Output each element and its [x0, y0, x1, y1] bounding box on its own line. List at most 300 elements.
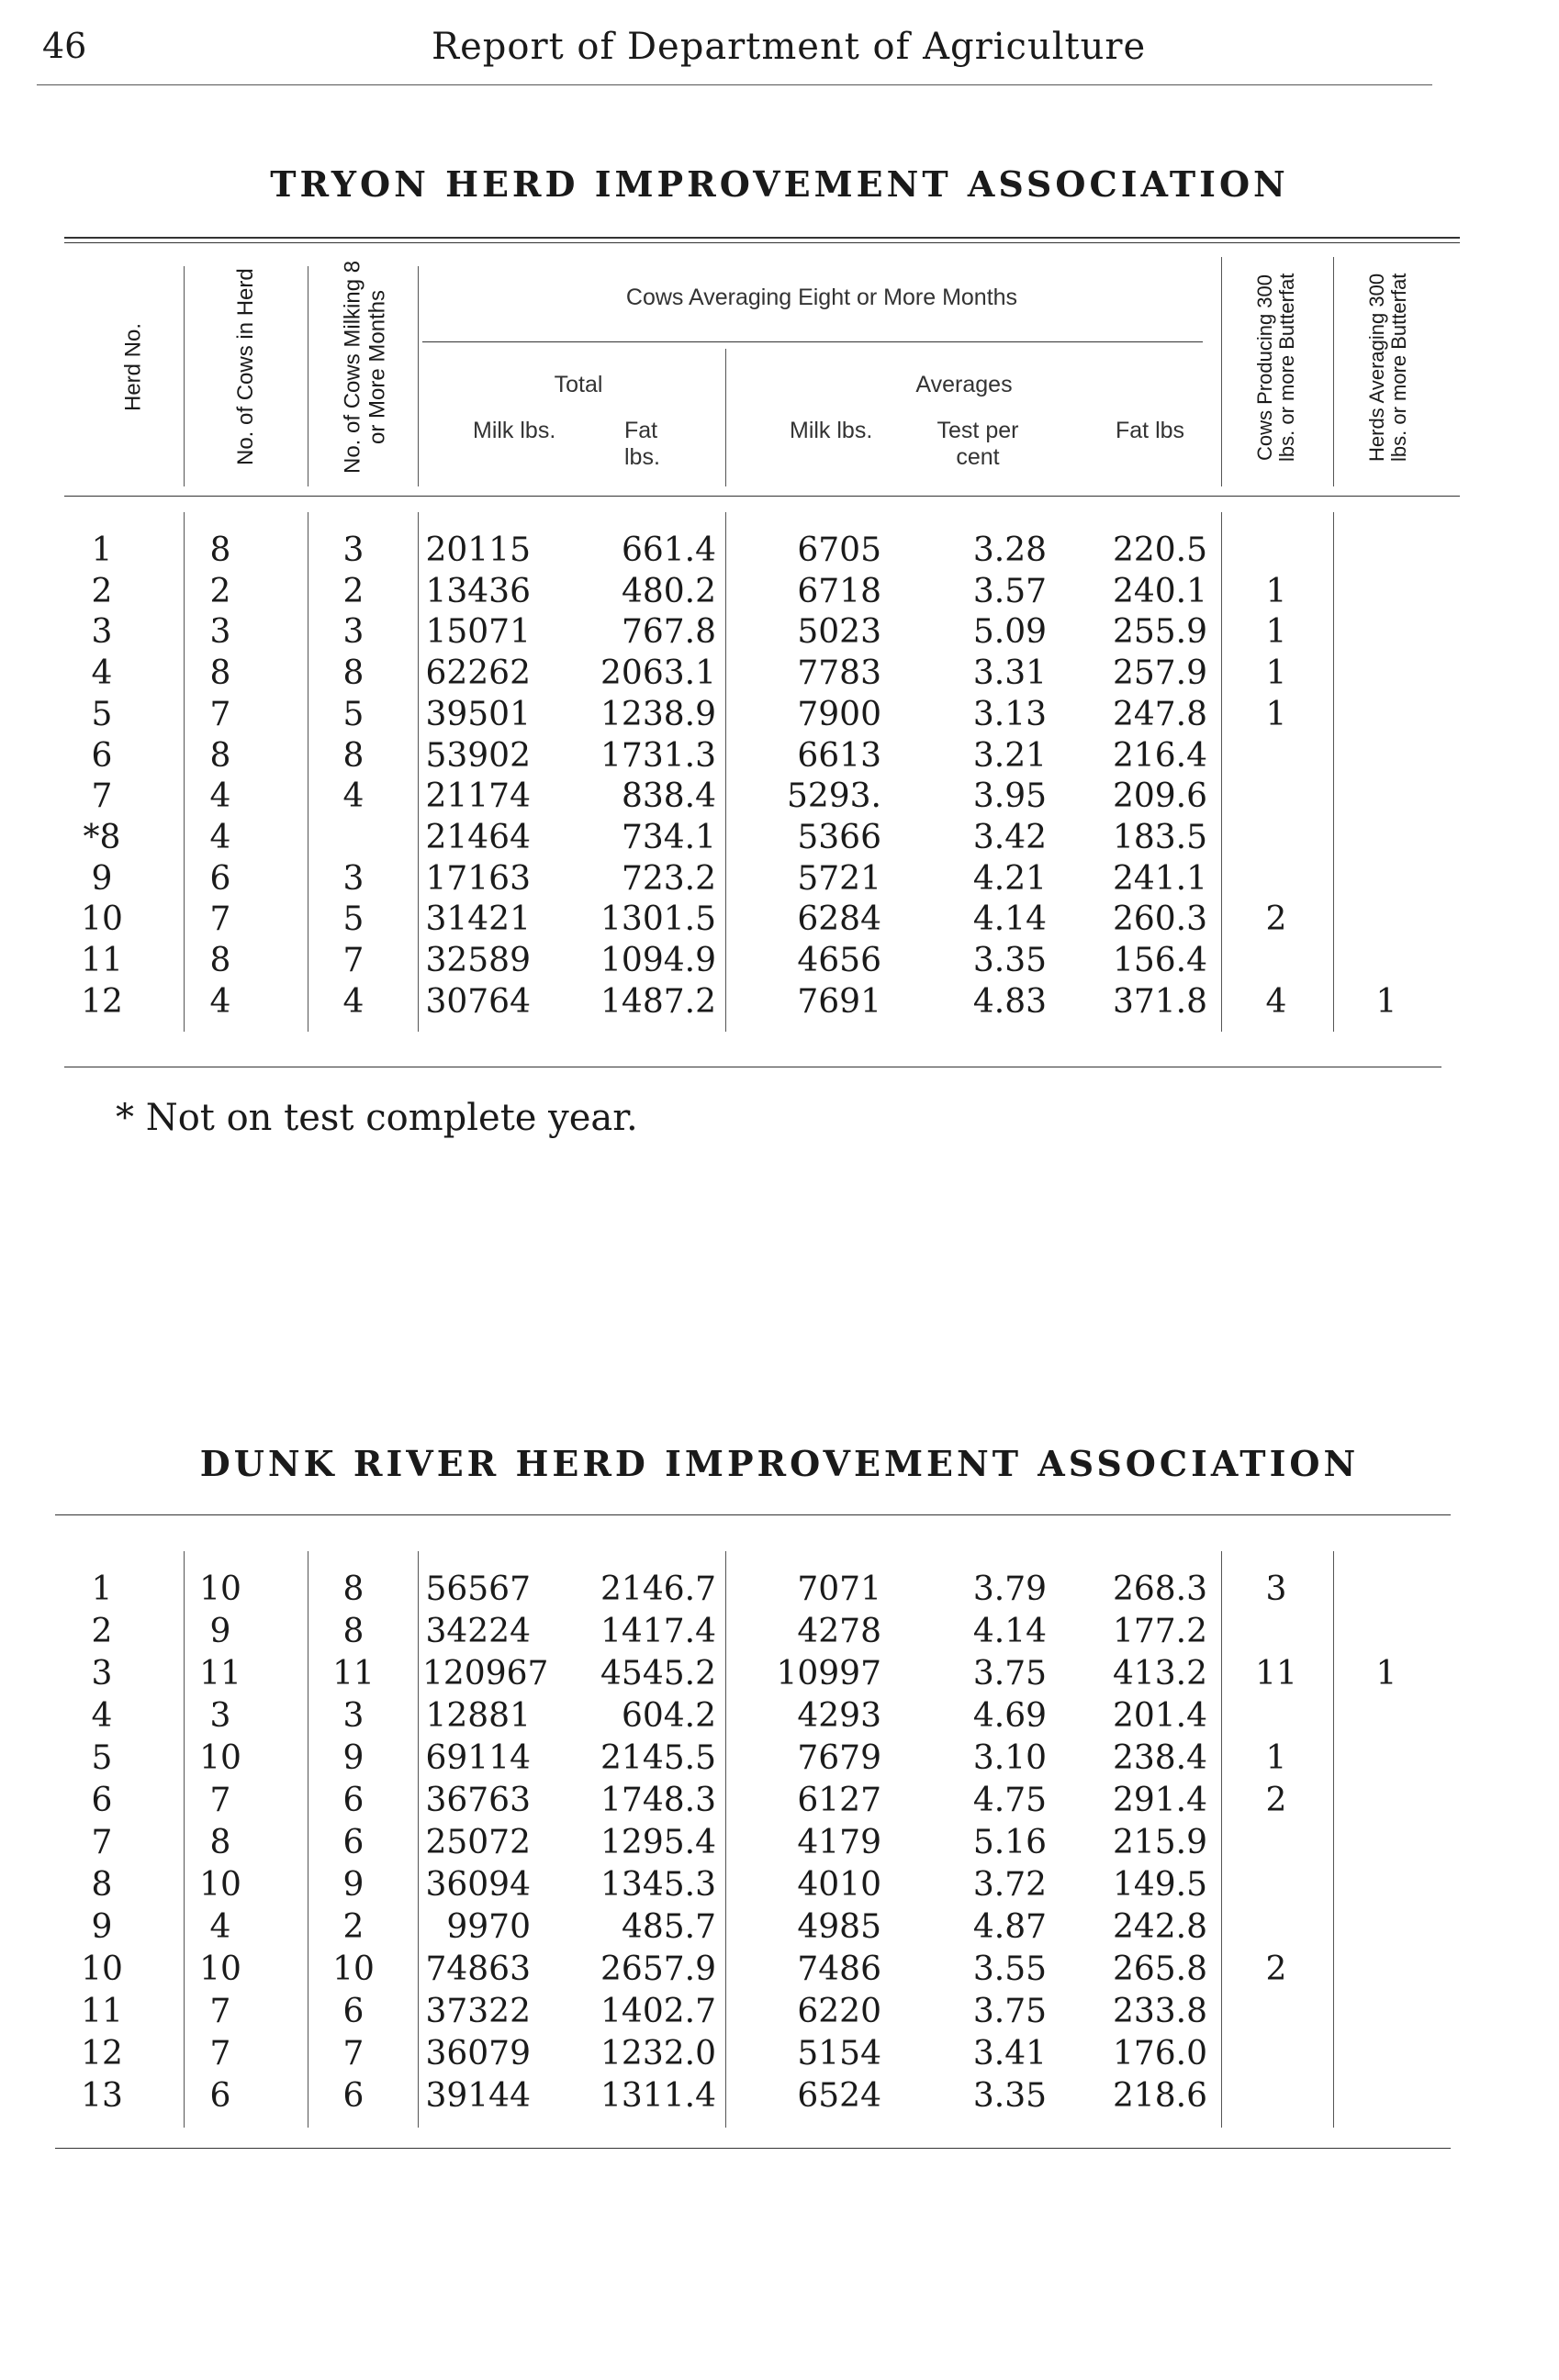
col-header-avg-fat: Fat lbs [1116, 418, 1185, 443]
running-title: Report of Department of Agriculture [432, 26, 1147, 68]
cows-producing-cell [1230, 736, 1322, 777]
cows-in-herd-cell: 8 [209, 654, 231, 693]
total-fat-cell: 1345.3 [600, 1866, 716, 1904]
table-row [0, 1907, 1559, 1948]
table-body-dunk-river [0, 1570, 1559, 2120]
herd-no-cell: 8 [91, 1866, 113, 1904]
total-fat-cell: 661.4 [621, 531, 716, 569]
avg-fat-cell: 177.2 [1112, 1613, 1207, 1650]
avg-milk-cell: 4179 [797, 1824, 881, 1861]
total-milk-cell: 69114 [425, 1739, 531, 1777]
cows-in-herd-cell: 3 [209, 1697, 231, 1735]
total-fat-cell: 2657.9 [600, 1950, 716, 1988]
table-row [0, 1781, 1559, 1821]
avg-test-cell: 3.95 [972, 777, 1047, 816]
cows-producing-cell: 2 [1265, 1782, 1287, 1819]
cows-producing-cell: 1 [1265, 613, 1287, 652]
table-row [0, 1654, 1559, 1694]
herd-no-cell: 6 [91, 1782, 113, 1819]
cows-milking-cell: 9 [342, 1739, 365, 1777]
cows-in-herd-cell: 4 [209, 982, 231, 1021]
total-fat-cell: 485.7 [621, 1908, 716, 1946]
table-top-rule [55, 1514, 1451, 1515]
cows-milking-cell: 6 [342, 1993, 365, 2030]
avg-milk-cell: 5293. [786, 777, 881, 816]
avg-test-cell: 3.57 [972, 572, 1047, 610]
header-divider [418, 266, 419, 486]
cows-milking-cell: 6 [342, 1824, 365, 1861]
total-milk-cell: 36763 [425, 1782, 531, 1819]
herd-no-cell: 12 [81, 2035, 123, 2073]
cows-producing-cell [1230, 777, 1322, 817]
avg-fat-cell: 242.8 [1112, 1908, 1207, 1946]
avg-fat-cell: 183.5 [1112, 818, 1207, 856]
cows-milking-cell: 3 [342, 613, 365, 652]
total-milk-cell: 21174 [425, 777, 531, 816]
table-row [0, 899, 1559, 940]
cows-milking-cell: 8 [342, 654, 365, 693]
total-fat-cell: 1748.3 [600, 1782, 716, 1819]
total-fat-cell: 1094.9 [600, 942, 716, 979]
avg-fat-cell: 149.5 [1112, 1866, 1207, 1904]
total-milk-cell: 120967 [422, 1655, 549, 1693]
cows-milking-cell: 4 [342, 982, 365, 1021]
avg-fat-cell: 291.4 [1112, 1782, 1207, 1819]
avg-test-cell: 4.14 [972, 900, 1047, 939]
avg-test-cell: 4.87 [972, 1908, 1047, 1946]
herds-averaging-cell [1336, 612, 1437, 653]
total-fat-cell: 1232.0 [600, 2035, 716, 2073]
herds-averaging-cell [1336, 941, 1437, 981]
herds-averaging-cell [1336, 736, 1437, 777]
table-title-tryon: TRYON HERD IMPROVEMENT ASSOCIATION [270, 163, 1289, 205]
herds-averaging-cell [1336, 1907, 1437, 1948]
herds-averaging-cell [1336, 2076, 1437, 2117]
total-fat-cell: 1402.7 [600, 1993, 716, 2030]
table-row [0, 818, 1559, 858]
cows-milking-cell: 3 [342, 859, 365, 898]
total-milk-cell: 15071 [425, 613, 531, 652]
column-divider [418, 512, 419, 1032]
herds-averaging-cell [1336, 2034, 1437, 2074]
herds-averaging-cell [1336, 1781, 1437, 1821]
cows-milking-cell: 8 [342, 736, 365, 775]
avg-fat-cell: 201.4 [1112, 1697, 1207, 1735]
avg-fat-cell: 241.1 [1112, 859, 1207, 898]
table-row [0, 1612, 1559, 1652]
group-divider [422, 341, 1203, 342]
header-top-rule [64, 237, 1460, 239]
avg-milk-cell: 5154 [797, 2035, 881, 2073]
cows-in-herd-cell: 4 [209, 1908, 231, 1946]
total-milk-cell: 21464 [425, 818, 531, 856]
herd-no-cell: 11 [81, 942, 123, 979]
avg-fat-cell: 220.5 [1112, 531, 1207, 569]
cows-in-herd-cell: 10 [199, 1950, 241, 1988]
avg-milk-cell: 7071 [797, 1570, 881, 1608]
avg-fat-cell: 216.4 [1112, 736, 1207, 775]
cows-milking-cell: 6 [342, 1782, 365, 1819]
cows-milking-cell: 3 [342, 1697, 365, 1735]
herd-no-cell: 11 [81, 1993, 123, 2030]
cows-in-herd-cell: 7 [209, 1782, 231, 1819]
total-fat-cell: 838.4 [621, 777, 716, 816]
avg-milk-cell: 4278 [797, 1613, 881, 1650]
header-top-rule-thin [64, 242, 1460, 243]
cows-in-herd-cell: 8 [209, 736, 231, 775]
cows-producing-cell [1230, 1696, 1322, 1737]
cows-in-herd-cell: 11 [199, 1655, 241, 1693]
col-header-total-milk: Milk lbs. [473, 418, 556, 443]
avg-milk-cell: 7783 [797, 654, 881, 693]
herd-no-cell: 7 [91, 777, 113, 816]
table-row [0, 572, 1559, 612]
cows-milking-cell: 3 [342, 531, 365, 569]
total-milk-cell: 36094 [425, 1866, 531, 1904]
herds-averaging-cell [1336, 859, 1437, 899]
herds-averaging-cell [1336, 654, 1437, 694]
total-milk-cell: 74863 [425, 1950, 531, 1988]
table-body-tryon [0, 531, 1559, 1026]
col-header-cows-producing: Cows Producing 300 lbs. or more Butterfat [1253, 273, 1298, 462]
cows-milking-cell: 9 [342, 1866, 365, 1904]
header-divider [1333, 257, 1334, 486]
herd-no-cell: 10 [81, 900, 123, 939]
cows-producing-cell: 4 [1265, 982, 1287, 1021]
total-milk-cell: 36079 [425, 2035, 531, 2073]
cows-milking-cell: 6 [342, 2077, 365, 2115]
avg-milk-cell: 5023 [797, 613, 881, 652]
total-milk-cell: 25072 [425, 1824, 531, 1861]
table-row [0, 1992, 1559, 2032]
table-row [0, 1823, 1559, 1863]
cows-producing-cell [1230, 1992, 1322, 2032]
cows-in-herd-cell: 9 [209, 1613, 231, 1650]
col-header-herds-averaging: Herds Averaging 300 lbs. or more Butterfat [1365, 273, 1410, 462]
avg-fat-cell: 255.9 [1112, 613, 1207, 652]
cows-in-herd-cell: 3 [209, 613, 231, 652]
avg-fat-cell: 238.4 [1112, 1739, 1207, 1777]
herd-no-cell: 9 [91, 1908, 113, 1946]
avg-fat-cell: 176.0 [1112, 2035, 1207, 2073]
col-header-avg-milk: Milk lbs. [790, 418, 873, 443]
col-header-total-group: Total [554, 372, 603, 397]
avg-test-cell: 3.55 [972, 1950, 1047, 1988]
total-fat-cell: 1311.4 [600, 2077, 716, 2115]
cows-in-herd-cell: 10 [199, 1570, 241, 1608]
cows-in-herd-cell: 2 [209, 572, 231, 610]
herd-no-cell: 3 [91, 1655, 113, 1693]
col-header-cows-in-herd: No. of Cows in Herd [233, 268, 258, 466]
avg-test-cell: 4.83 [972, 982, 1047, 1021]
avg-milk-cell: 4010 [797, 1866, 881, 1904]
total-milk-cell: 12881 [425, 1697, 531, 1735]
avg-fat-cell: 257.9 [1112, 654, 1207, 693]
column-divider [1221, 1551, 1222, 2128]
cows-producing-cell [1230, 1907, 1322, 1948]
column-divider [725, 1551, 726, 2128]
total-fat-cell: 1238.9 [600, 695, 716, 733]
herd-no-cell: 5 [91, 1739, 113, 1777]
cows-milking-cell: 8 [342, 1570, 365, 1608]
total-fat-cell: 767.8 [621, 613, 716, 652]
page-header [37, 26, 1432, 81]
avg-milk-cell: 6127 [797, 1782, 881, 1819]
herds-averaging-cell [1336, 1865, 1437, 1905]
total-milk-cell: 20115 [425, 531, 531, 569]
avg-fat-cell: 215.9 [1112, 1824, 1207, 1861]
table-row [0, 777, 1559, 817]
cows-producing-cell: 2 [1265, 1950, 1287, 1988]
total-milk-cell: 56567 [425, 1570, 531, 1608]
total-fat-cell: 2146.7 [600, 1570, 716, 1608]
column-divider [1333, 512, 1334, 1032]
total-fat-cell: 2145.5 [600, 1739, 716, 1777]
avg-fat-cell: 240.1 [1112, 572, 1207, 610]
cows-milking-cell: 11 [332, 1655, 375, 1693]
herd-no-cell: 1 [91, 531, 113, 569]
cows-in-herd-cell: 8 [209, 942, 231, 979]
total-fat-cell: 1487.2 [600, 982, 716, 1021]
cows-producing-cell: 3 [1265, 1570, 1287, 1608]
cows-producing-cell [1230, 1865, 1322, 1905]
avg-fat-cell: 233.8 [1112, 1993, 1207, 2030]
total-milk-cell: 9970 [446, 1908, 531, 1946]
avg-milk-cell: 5366 [797, 818, 881, 856]
herd-no-cell: *8 [83, 818, 121, 856]
total-milk-cell: 39501 [425, 695, 531, 733]
header-divider [184, 266, 185, 486]
total-milk-cell: 17163 [425, 859, 531, 898]
avg-milk-cell: 4293 [797, 1697, 881, 1735]
avg-test-cell: 3.42 [972, 818, 1047, 856]
avg-test-cell: 3.21 [972, 736, 1047, 775]
herds-averaging-cell [1336, 818, 1437, 858]
avg-milk-cell: 7679 [797, 1739, 881, 1777]
avg-milk-cell: 6613 [797, 736, 881, 775]
cows-producing-cell: 1 [1265, 1739, 1287, 1777]
col-header-total-fat: Fat lbs. [624, 418, 660, 470]
total-fat-cell: 1417.4 [600, 1613, 716, 1650]
herd-no-cell: 5 [91, 695, 113, 733]
table-row [0, 941, 1559, 981]
total-milk-cell: 62262 [425, 654, 531, 693]
col-header-group-title: Cows Averaging Eight or More Months [625, 285, 1018, 310]
col-header-avg-test: Test per cent [937, 418, 1019, 470]
column-divider [1221, 512, 1222, 1032]
total-milk-cell: 30764 [425, 982, 531, 1021]
avg-fat-cell: 156.4 [1112, 942, 1207, 979]
avg-test-cell: 3.35 [972, 2077, 1047, 2115]
herd-no-cell: 6 [91, 736, 113, 775]
cows-producing-cell [1230, 531, 1322, 571]
total-milk-cell: 39144 [425, 2077, 531, 2115]
avg-test-cell: 3.13 [972, 695, 1047, 733]
table-row [0, 1696, 1559, 1737]
table-bottom-rule [55, 2148, 1451, 2149]
avg-test-cell: 3.79 [972, 1570, 1047, 1608]
column-divider [184, 512, 185, 1032]
cows-milking-cell: 2 [342, 572, 365, 610]
header-divider [1221, 257, 1222, 486]
cows-producing-cell [1230, 1823, 1322, 1863]
herd-no-cell: 12 [81, 982, 123, 1021]
herds-averaging-cell [1336, 572, 1437, 612]
cows-producing-cell: 1 [1265, 654, 1287, 693]
avg-test-cell: 3.28 [972, 531, 1047, 569]
avg-test-cell: 3.10 [972, 1739, 1047, 1777]
header-rule [37, 84, 1432, 85]
cows-milking-cell: 2 [342, 1908, 365, 1946]
cows-in-herd-cell: 7 [209, 1993, 231, 2030]
cows-in-herd-cell: 10 [199, 1866, 241, 1904]
table-row [0, 1738, 1559, 1779]
total-fat-cell: 1301.5 [600, 900, 716, 939]
total-fat-cell: 723.2 [621, 859, 716, 898]
cows-producing-cell: 2 [1265, 900, 1287, 939]
avg-milk-cell: 6718 [797, 572, 881, 610]
herds-averaging-cell [1336, 777, 1437, 817]
cows-producing-cell [1230, 2076, 1322, 2117]
avg-milk-cell: 6524 [797, 2077, 881, 2115]
cows-in-herd-cell: 4 [209, 818, 231, 856]
total-fat-cell: 480.2 [621, 572, 716, 610]
total-fat-cell: 4545.2 [600, 1655, 716, 1693]
cows-milking-cell: 7 [342, 2035, 365, 2073]
herd-no-cell: 7 [91, 1824, 113, 1861]
avg-test-cell: 4.69 [972, 1697, 1047, 1735]
total-milk-cell: 53902 [425, 736, 531, 775]
total-fat-cell: 1731.3 [600, 736, 716, 775]
avg-test-cell: 5.16 [972, 1824, 1047, 1861]
header-divider [725, 349, 726, 486]
herd-no-cell: 13 [81, 2077, 123, 2115]
total-fat-cell: 1295.4 [600, 1824, 716, 1861]
avg-test-cell: 3.75 [972, 1655, 1047, 1693]
herds-averaging-cell [1336, 531, 1437, 571]
cows-milking-cell: 8 [342, 1613, 365, 1650]
cows-producing-cell: 11 [1255, 1655, 1297, 1693]
table-row [0, 654, 1559, 694]
cows-milking-cell: 5 [342, 695, 365, 733]
cows-in-herd-cell: 6 [209, 2077, 231, 2115]
cows-producing-cell [1230, 941, 1322, 981]
avg-milk-cell: 5721 [797, 859, 881, 898]
avg-milk-cell: 6284 [797, 900, 881, 939]
total-milk-cell: 34224 [425, 1613, 531, 1650]
herd-no-cell: 4 [91, 654, 113, 693]
cows-in-herd-cell: 4 [209, 777, 231, 816]
avg-fat-cell: 247.8 [1112, 695, 1207, 733]
cows-in-herd-cell: 8 [209, 1824, 231, 1861]
herds-averaging-cell [1336, 1992, 1437, 2032]
table-row [0, 859, 1559, 899]
herds-averaging-cell [1336, 1612, 1437, 1652]
avg-milk-cell: 6220 [797, 1993, 881, 2030]
cows-in-herd-cell: 8 [209, 531, 231, 569]
avg-test-cell: 5.09 [972, 613, 1047, 652]
column-divider [725, 512, 726, 1032]
herds-averaging-cell [1336, 1738, 1437, 1779]
cows-producing-cell: 1 [1265, 695, 1287, 733]
col-header-cows-milking: No. of Cows Milking 8 or More Months [340, 260, 390, 475]
herds-averaging-cell: 1 [1375, 982, 1397, 1021]
avg-milk-cell: 6705 [797, 531, 881, 569]
avg-milk-cell: 7900 [797, 695, 881, 733]
cows-in-herd-cell: 7 [209, 695, 231, 733]
herds-averaging-cell [1336, 1950, 1437, 1990]
total-fat-cell: 734.1 [621, 818, 716, 856]
cows-milking-cell [317, 818, 390, 858]
cows-producing-cell [1230, 859, 1322, 899]
table-row [0, 982, 1559, 1022]
avg-test-cell: 4.14 [972, 1613, 1047, 1650]
avg-fat-cell: 413.2 [1112, 1655, 1207, 1693]
herd-no-cell: 1 [91, 1570, 113, 1608]
col-header-herd-no: Herd No. [120, 322, 146, 412]
table-row [0, 612, 1559, 653]
cows-in-herd-cell: 10 [199, 1739, 241, 1777]
avg-milk-cell: 4656 [797, 942, 881, 979]
total-milk-cell: 37322 [425, 1993, 531, 2030]
avg-milk-cell: 7486 [797, 1950, 881, 1988]
herd-no-cell: 2 [91, 1613, 113, 1650]
table-row [0, 1570, 1559, 1610]
cows-milking-cell: 5 [342, 900, 365, 939]
footnote: * Not on test complete year. [116, 1097, 638, 1139]
cows-milking-cell: 4 [342, 777, 365, 816]
cows-producing-cell [1230, 1612, 1322, 1652]
herds-averaging-cell [1336, 1823, 1437, 1863]
avg-milk-cell: 10997 [776, 1655, 881, 1693]
table-row [0, 695, 1559, 735]
avg-fat-cell: 265.8 [1112, 1950, 1207, 1988]
column-divider [184, 1551, 185, 2128]
total-milk-cell: 32589 [425, 942, 531, 979]
cows-milking-cell: 7 [342, 942, 365, 979]
herds-averaging-cell [1336, 1570, 1437, 1610]
avg-test-cell: 3.41 [972, 2035, 1047, 2073]
table-row [0, 531, 1559, 571]
table-row [0, 2034, 1559, 2074]
total-milk-cell: 13436 [425, 572, 531, 610]
herd-no-cell: 2 [91, 572, 113, 610]
herds-averaging-cell: 1 [1375, 1655, 1397, 1693]
table-row [0, 1865, 1559, 1905]
cows-in-herd-cell: 6 [209, 859, 231, 898]
table-row [0, 1950, 1559, 1990]
avg-fat-cell: 268.3 [1112, 1570, 1207, 1608]
table-row [0, 736, 1559, 777]
herds-averaging-cell [1336, 1696, 1437, 1737]
cows-milking-cell: 10 [332, 1950, 375, 1988]
total-milk-cell: 31421 [425, 900, 531, 939]
avg-test-cell: 3.75 [972, 1993, 1047, 2030]
avg-fat-cell: 209.6 [1112, 777, 1207, 816]
page-number: 46 [42, 26, 87, 66]
avg-milk-cell: 4985 [797, 1908, 881, 1946]
avg-test-cell: 3.72 [972, 1866, 1047, 1904]
herd-no-cell: 4 [91, 1697, 113, 1735]
cows-producing-cell [1230, 818, 1322, 858]
cows-producing-cell [1230, 2034, 1322, 2074]
cows-producing-cell: 1 [1265, 572, 1287, 610]
avg-fat-cell: 260.3 [1112, 900, 1207, 939]
avg-test-cell: 4.21 [972, 859, 1047, 898]
avg-test-cell: 3.35 [972, 942, 1047, 979]
avg-fat-cell: 218.6 [1112, 2077, 1207, 2115]
header-bottom-rule [64, 496, 1460, 497]
